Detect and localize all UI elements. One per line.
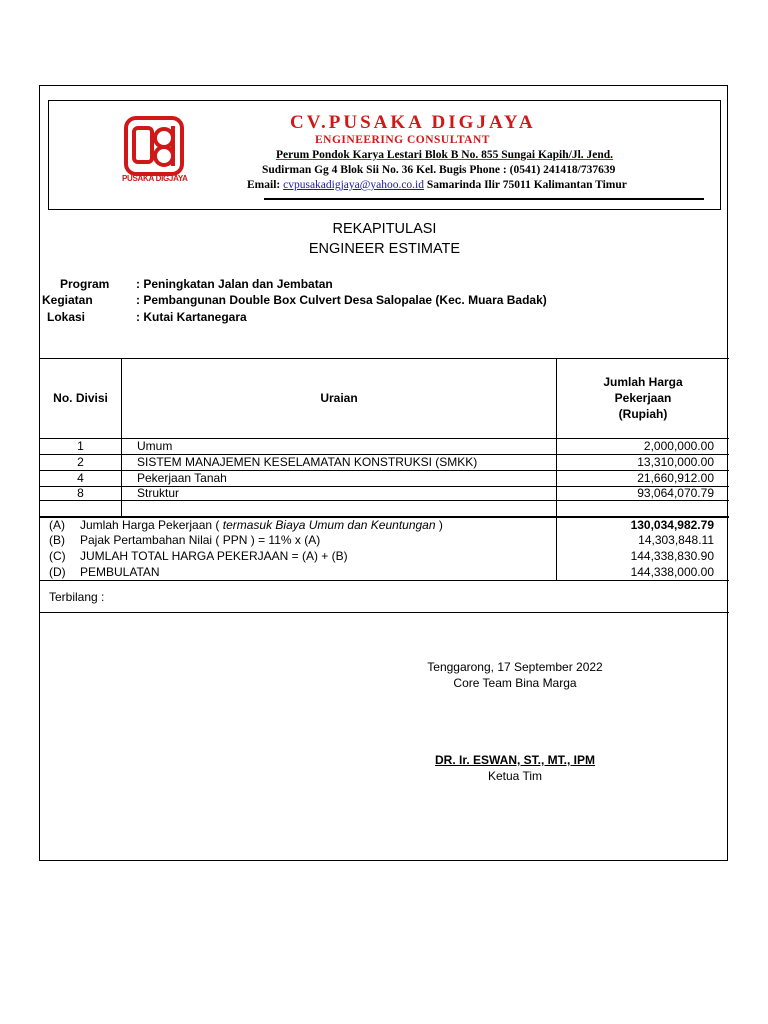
row-4-uraian: Struktur: [137, 486, 180, 500]
row-2-uraian: SISTEM MANAJEMEN KESELAMATAN KONSTRUKSI (SMKK): [137, 455, 478, 469]
terbilang-bottom-rule: [40, 612, 729, 613]
company-name: CV.PUSAKA DIGJAYA: [290, 112, 536, 133]
header-jumlah-1: Jumlah Harga: [603, 375, 683, 389]
row-1-uraian: Umum: [137, 439, 173, 453]
header-uraian: Uraian: [320, 391, 358, 405]
row-1-jumlah: 2,000,000.00: [643, 439, 714, 453]
signature-team: Core Team Bina Marga: [453, 676, 577, 690]
title-line-2: ENGINEER ESTIMATE: [308, 241, 461, 257]
summary-a-label: [80, 518, 443, 532]
email-link[interactable]: cvpusakadigjaya@yahoo.co.id: [283, 179, 424, 191]
summary-d-value: 144,338,000.00: [630, 565, 714, 579]
signature-role: Ketua Tim: [487, 769, 543, 783]
summary-a-close: ): [435, 518, 443, 532]
company-subtitle: ENGINEERING CONSULTANT: [315, 134, 490, 146]
address-line-1: Perum Pondok Karya Lestari Blok B No. 855 Sungai Kapih/Jl. Jend.: [276, 149, 614, 161]
kegiatan-label: Kegiatan: [42, 293, 93, 307]
table-top-rule: [40, 358, 729, 359]
lokasi-label: Lokasi: [47, 310, 86, 324]
summary-b-code: (B): [49, 533, 65, 547]
summary-c-text: JUMLAH TOTAL HARGA PEKERJAAN = (A) + (B): [80, 549, 348, 563]
row-2-no: 2: [77, 455, 84, 469]
header-jumlah-2: Pekerjaan: [614, 391, 672, 405]
company-logo: [124, 116, 184, 176]
program-label: Program: [60, 277, 110, 291]
summary-a-text: Jumlah Harga Pekerjaan (: [80, 518, 223, 532]
header-no-divisi: No. Divisi: [53, 391, 108, 405]
title-line-1: REKAPITULASI: [332, 221, 437, 237]
program-value: : Peningkatan Jalan dan Jembatan: [136, 277, 333, 291]
col-divider-1: [121, 358, 122, 516]
email-label: Email:: [247, 179, 281, 191]
terbilang-label: Terbilang :: [49, 590, 105, 604]
row-rule-4: [40, 500, 729, 501]
row-3-jumlah: 21,660,912.00: [637, 471, 714, 485]
signature-place-date: Tenggarong, 17 September 2022: [427, 660, 603, 674]
summary-d-code: (D): [49, 565, 66, 579]
contact-line: [247, 179, 627, 191]
document-sheet: [39, 85, 728, 861]
row-4-jumlah: 93,064,070.79: [637, 486, 714, 500]
summary-a-code: (A): [49, 518, 65, 532]
summary-c-value: 144,338,830.90: [630, 549, 714, 563]
row-1-no: 1: [77, 439, 84, 453]
summary-bottom-rule: [40, 580, 729, 581]
row-3-no: 4: [77, 471, 84, 485]
address-line-2: Sudirman Gg 4 Blok Sii No. 36 Kel. Bugis Phone : (0541) 241418/737639: [262, 164, 616, 176]
logo-caption: PUSAKA DIGJAYA: [122, 174, 188, 183]
summary-a-value: 130,034,982.79: [630, 518, 714, 532]
signature-name: DR. Ir. ESWAN, ST., MT., IPM: [434, 753, 596, 767]
row-4-no: 8: [77, 486, 84, 500]
summary-d-text: PEMBULATAN: [80, 565, 160, 579]
lokasi-value: : Kutai Kartanegara: [136, 310, 247, 324]
summary-c-code: (C): [49, 549, 66, 563]
city-line: Samarinda Ilir 75011 Kalimantan Timur: [426, 179, 627, 191]
row-3-uraian: Pekerjaan Tanah: [137, 471, 227, 485]
summary-b-value: 14,303,848.11: [638, 533, 714, 547]
summary-a-italic: termasuk Biaya Umum dan Keuntungan: [222, 518, 436, 532]
header-jumlah-3: (Rupiah): [618, 407, 668, 421]
row-2-jumlah: 13,310,000.00: [637, 455, 714, 469]
letterhead-rule: [264, 198, 704, 200]
summary-b-text: Pajak Pertambahan Nilai ( PPN ) = 11% x (A): [80, 533, 321, 547]
kegiatan-value: : Pembangunan Double Box Culvert Desa Salopalae (Kec. Muara Badak): [136, 293, 547, 307]
